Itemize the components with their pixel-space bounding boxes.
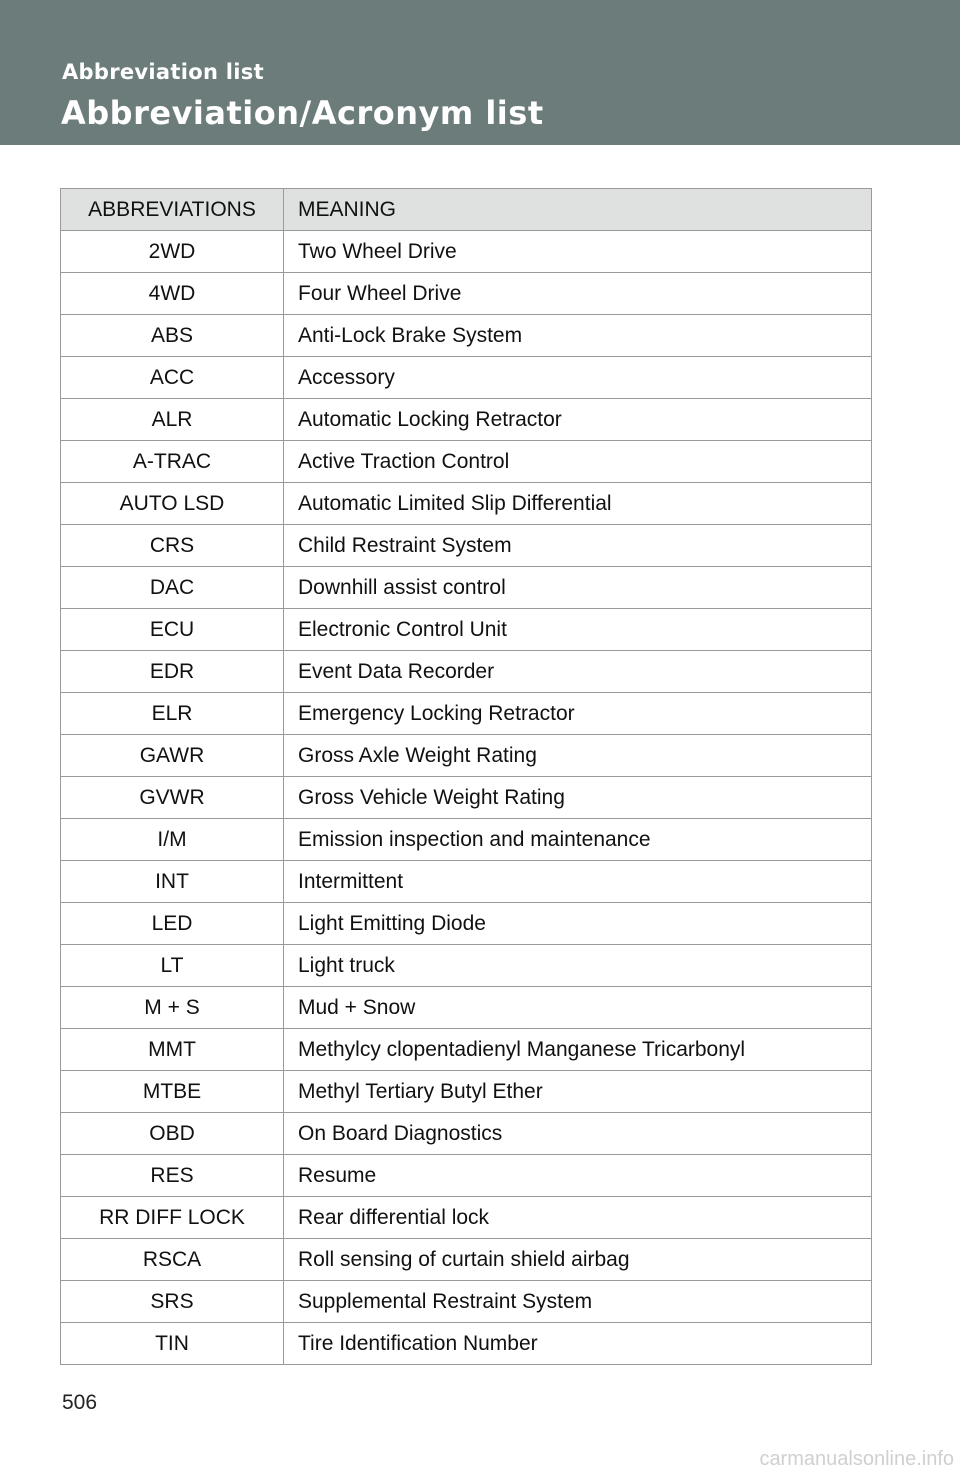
- meaning-cell: Automatic Limited Slip Differential: [284, 483, 872, 525]
- meaning-cell: Light truck: [284, 945, 872, 987]
- meaning-cell: Gross Vehicle Weight Rating: [284, 777, 872, 819]
- meaning-cell: Gross Axle Weight Rating: [284, 735, 872, 777]
- meaning-cell: Emission inspection and maintenance: [284, 819, 872, 861]
- table-row: [61, 231, 872, 273]
- abbreviation-cell: AUTO LSD: [61, 483, 284, 525]
- table-row: [61, 1323, 872, 1365]
- table-row: [61, 1155, 872, 1197]
- table-row: [61, 819, 872, 861]
- abbreviation-cell: GVWR: [61, 777, 284, 819]
- table-row: [61, 1029, 872, 1071]
- abbreviation-cell: INT: [61, 861, 284, 903]
- table-row: [61, 1113, 872, 1155]
- meaning-cell: Resume: [284, 1155, 872, 1197]
- table-row: [61, 483, 872, 525]
- table-row: [61, 567, 872, 609]
- meaning-cell: Anti-Lock Brake System: [284, 315, 872, 357]
- abbreviation-cell: ABS: [61, 315, 284, 357]
- abbreviation-cell: CRS: [61, 525, 284, 567]
- abbreviation-cell: TIN: [61, 1323, 284, 1365]
- abbreviation-cell: RES: [61, 1155, 284, 1197]
- abbreviation-cell: OBD: [61, 1113, 284, 1155]
- meaning-cell: Accessory: [284, 357, 872, 399]
- table-row: [61, 777, 872, 819]
- abbreviation-cell: ECU: [61, 609, 284, 651]
- meaning-cell: Automatic Locking Retractor: [284, 399, 872, 441]
- abbreviation-cell: 2WD: [61, 231, 284, 273]
- section-label: Abbreviation list: [62, 60, 264, 84]
- table-row: [61, 399, 872, 441]
- meaning-cell: Rear differential lock: [284, 1197, 872, 1239]
- abbreviation-cell: RSCA: [61, 1239, 284, 1281]
- abbreviation-cell: I/M: [61, 819, 284, 861]
- meaning-cell: Emergency Locking Retractor: [284, 693, 872, 735]
- meaning-cell: Methyl Tertiary Butyl Ether: [284, 1071, 872, 1113]
- abbreviation-cell: SRS: [61, 1281, 284, 1323]
- table-header-row: [61, 189, 872, 231]
- table-row: [61, 315, 872, 357]
- table-row: [61, 861, 872, 903]
- meaning-cell: Roll sensing of curtain shield airbag: [284, 1239, 872, 1281]
- table-row: [61, 1197, 872, 1239]
- meaning-cell: Light Emitting Diode: [284, 903, 872, 945]
- meaning-cell: Active Traction Control: [284, 441, 872, 483]
- watermark: carmanualsonline.info: [759, 1448, 954, 1470]
- abbreviation-cell: EDR: [61, 651, 284, 693]
- meaning-cell: Mud + Snow: [284, 987, 872, 1029]
- page-number: 506: [62, 1391, 98, 1414]
- meaning-cell: On Board Diagnostics: [284, 1113, 872, 1155]
- meaning-cell: Supplemental Restraint System: [284, 1281, 872, 1323]
- abbreviation-cell: RR DIFF LOCK: [61, 1197, 284, 1239]
- abbreviation-cell: A-TRAC: [61, 441, 284, 483]
- meaning-cell: Two Wheel Drive: [284, 231, 872, 273]
- meaning-cell: Methylcy clopentadienyl Manganese Tricarbonyl: [284, 1029, 872, 1071]
- table-row: [61, 273, 872, 315]
- abbreviation-cell: MTBE: [61, 1071, 284, 1113]
- table-row: [61, 441, 872, 483]
- meaning-cell: Event Data Recorder: [284, 651, 872, 693]
- abbreviation-cell: ACC: [61, 357, 284, 399]
- table-body: [61, 231, 872, 1365]
- abbreviation-cell: ALR: [61, 399, 284, 441]
- abbreviation-cell: LED: [61, 903, 284, 945]
- table-row: [61, 1281, 872, 1323]
- header-band: [0, 0, 960, 145]
- table-row: [61, 651, 872, 693]
- meaning-cell: Tire Identification Number: [284, 1323, 872, 1365]
- abbreviation-table: [60, 188, 872, 1365]
- meaning-cell: Downhill assist control: [284, 567, 872, 609]
- page-title: Abbreviation/Acronym list: [61, 94, 544, 132]
- abbreviation-cell: MMT: [61, 1029, 284, 1071]
- table-row: [61, 735, 872, 777]
- table-row: [61, 693, 872, 735]
- column-header-meaning: MEANING: [284, 189, 872, 231]
- table-row: [61, 987, 872, 1029]
- abbreviation-cell: M + S: [61, 987, 284, 1029]
- abbreviation-cell: 4WD: [61, 273, 284, 315]
- column-header-abbreviations: ABBREVIATIONS: [61, 189, 284, 231]
- meaning-cell: Child Restraint System: [284, 525, 872, 567]
- table-row: [61, 1239, 872, 1281]
- meaning-cell: Intermittent: [284, 861, 872, 903]
- table-row: [61, 1071, 872, 1113]
- table-row: [61, 903, 872, 945]
- abbreviation-cell: LT: [61, 945, 284, 987]
- abbreviation-cell: GAWR: [61, 735, 284, 777]
- meaning-cell: Electronic Control Unit: [284, 609, 872, 651]
- table-row: [61, 525, 872, 567]
- meaning-cell: Four Wheel Drive: [284, 273, 872, 315]
- table-row: [61, 609, 872, 651]
- table-row: [61, 945, 872, 987]
- abbreviation-cell: DAC: [61, 567, 284, 609]
- table-row: [61, 357, 872, 399]
- abbreviation-cell: ELR: [61, 693, 284, 735]
